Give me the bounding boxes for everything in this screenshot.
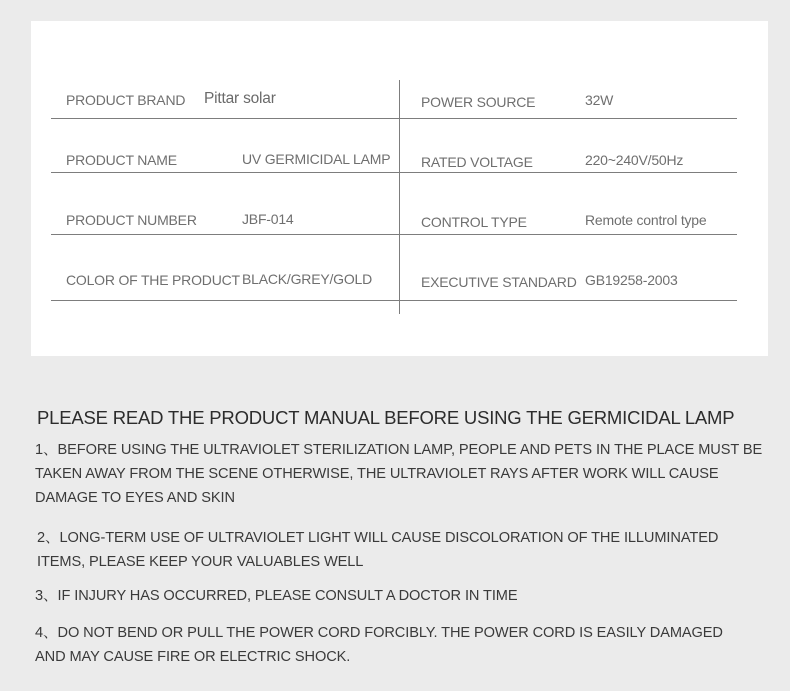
spec-label-name: PRODUCT NAME bbox=[66, 152, 177, 168]
row-divider bbox=[51, 172, 737, 173]
notice-item: 4、DO NOT BEND OR PULL THE POWER CORD FORCIBLY. THE POWER CORD IS EASILY DAMAGED AND MAY CAUSE FIRE OR ELECTRIC SHOCK. bbox=[35, 625, 723, 665]
spec-label-brand: PRODUCT BRAND bbox=[66, 92, 186, 108]
spec-value-name: UV GERMICIDAL LAMP bbox=[242, 151, 391, 167]
notice-item: 1、BEFORE USING THE ULTRAVIOLET STERILIZATION LAMP, PEOPLE AND PETS IN THE PLACE MUST BE TAKEN AWAY FROM THE SCENE OTHERWISE, THE ULTRAVIOLET RAYS AFTER WORK WILL CAUSE DAMAGE TO EYES AND SKIN bbox=[35, 442, 763, 506]
spec-value-number: JBF-014 bbox=[242, 211, 294, 227]
row-divider bbox=[51, 234, 737, 235]
notice-title: PLEASE READ THE PRODUCT MANUAL BEFORE USING THE GERMICIDAL LAMP bbox=[37, 407, 735, 428]
spec-value-power: 32W bbox=[585, 92, 614, 108]
spec-label-standard: EXECUTIVE STANDARD bbox=[421, 274, 577, 290]
spec-label-color: COLOR OF THE PRODUCT bbox=[66, 272, 240, 288]
spec-value-color: BLACK/GREY/GOLD bbox=[242, 271, 373, 287]
notice-item: 3、IF INJURY HAS OCCURRED, PLEASE CONSULT A DOCTOR IN TIME bbox=[35, 588, 518, 604]
spec-value-control: Remote control type bbox=[585, 212, 707, 228]
spec-label-voltage: RATED VOLTAGE bbox=[421, 154, 533, 170]
spec-label-control: CONTROL TYPE bbox=[421, 214, 527, 230]
notice-item: 2、LONG-TERM USE OF ULTRAVIOLET LIGHT WILL CAUSE DISCOLORATION OF THE ILLUMINATED ITEMS, PLEASE KEEP YOUR VALUABLES WELL bbox=[37, 530, 719, 570]
spec-value-brand: Pittar solar bbox=[204, 90, 276, 107]
spec-value-voltage: 220~240V/50Hz bbox=[585, 152, 684, 168]
row-divider bbox=[51, 300, 737, 301]
spec-label-power: POWER SOURCE bbox=[421, 94, 536, 110]
row-divider bbox=[51, 118, 737, 119]
spec-label-number: PRODUCT NUMBER bbox=[66, 212, 197, 228]
spec-value-standard: GB19258-2003 bbox=[585, 272, 678, 288]
column-divider bbox=[399, 80, 400, 314]
